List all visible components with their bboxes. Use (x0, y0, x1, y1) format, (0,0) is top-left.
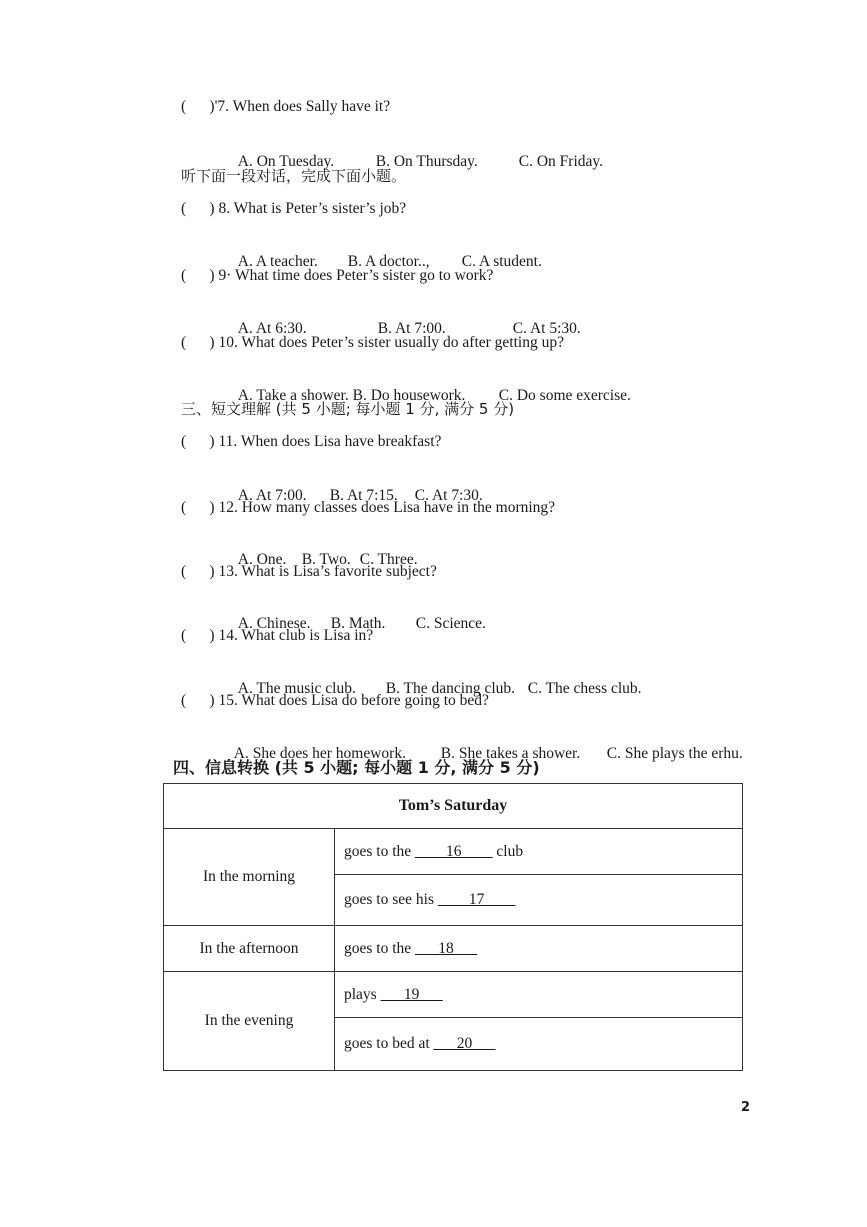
option-b: B. At 7:15. (329, 487, 398, 504)
time-label-morning: In the morning (164, 829, 335, 926)
question-15: ( ) 15. What does Lisa do before going to bed? (181, 692, 489, 709)
activity-18-text: goes to the (344, 939, 416, 957)
question-14: ( ) 14. What club is Lisa in? (181, 627, 374, 644)
time-label-evening: In the evening (164, 972, 335, 1071)
option-ab: A. Take a shower. B. Do housework. (237, 387, 466, 404)
activity-16 (335, 829, 743, 875)
option-c: C. A student. (461, 253, 542, 270)
blank-16[interactable]: ____16____ (415, 842, 493, 860)
option-b: B. On Thursday. (375, 153, 478, 170)
option-c: C. Do some exercise. (498, 387, 631, 404)
time-label-afternoon: In the afternoon (164, 926, 335, 972)
option-b: B. The dancing club. (385, 680, 516, 697)
blank-18[interactable]: ___18___ (415, 939, 478, 957)
option-a: A. At 6:30. (237, 320, 307, 337)
option-a: A. On Tuesday. (237, 153, 335, 170)
option-c: C. Science. (415, 615, 486, 632)
option-a: A. Chinese. (237, 615, 311, 632)
option-c: C. On Friday. (518, 153, 603, 170)
option-c: C. At 7:30. (414, 487, 483, 504)
question-9: ( ) 9· What time does Peter’s sister go to work? (181, 267, 494, 284)
option-c: C. She plays the erhu. (606, 745, 743, 762)
option-a: A. A teacher. (237, 253, 318, 270)
option-a: A. One. (237, 551, 287, 568)
info-table (163, 783, 743, 1071)
option-b: B. At 7:00. (377, 320, 446, 337)
question-8: ( ) 8. What is Peter’s sister’s job? (181, 200, 407, 217)
option-c: C. At 5:30. (512, 320, 581, 337)
activity-17 (335, 875, 743, 926)
dialogue-instruction: 听下面一段对话，完成下面小题。 (181, 167, 407, 185)
page-number: 2 (741, 1100, 751, 1115)
question-13: ( ) 13. What is Lisa’s favorite subject? (181, 563, 437, 580)
activity-17-text: goes to see his (344, 891, 438, 908)
option-a: A. She does her homework. (233, 745, 406, 762)
blank-17[interactable]: ____17____ (437, 891, 516, 908)
option-c: C. Three. (359, 551, 418, 568)
option-b: B. Two. (301, 551, 351, 568)
activity-16-suffix: club (492, 842, 524, 860)
question-11: ( ) 11. When does Lisa have breakfast? (181, 433, 442, 450)
blank-19[interactable]: ___19___ (380, 985, 443, 1003)
option-b: B. Math. (330, 615, 386, 632)
blank-20[interactable]: ___20___ (433, 1035, 496, 1052)
activity-20 (335, 1018, 743, 1071)
option-b: B. She takes a shower. (440, 745, 581, 762)
table-title: Tom’s Saturday (164, 784, 743, 829)
section-4-heading: 四、信息转换 (共 5 小题; 每小题 1 分, 满分 5 分) (173, 758, 540, 777)
section-3-heading: 三、短文理解 (共 5 小题; 每小题 1 分, 满分 5 分) (181, 400, 515, 418)
activity-18 (335, 926, 743, 972)
option-a: A. At 7:00. (237, 487, 307, 504)
question-12: ( ) 12. How many classes does Lisa have in the morning? (181, 499, 556, 516)
activity-16-text: goes to the (344, 842, 416, 860)
option-a: A. The music club. (237, 680, 356, 697)
question-7: ( )'7. When does Sally have it? (181, 98, 391, 115)
activity-19 (335, 972, 743, 1018)
activity-20-text: goes to bed at (344, 1035, 434, 1052)
option-b: B. A doctor.., (347, 253, 430, 270)
question-10: ( ) 10. What does Peter’s sister usually do after getting up? (181, 334, 564, 351)
activity-19-text: plays (344, 985, 381, 1003)
option-c: C. The chess club. (527, 680, 642, 697)
